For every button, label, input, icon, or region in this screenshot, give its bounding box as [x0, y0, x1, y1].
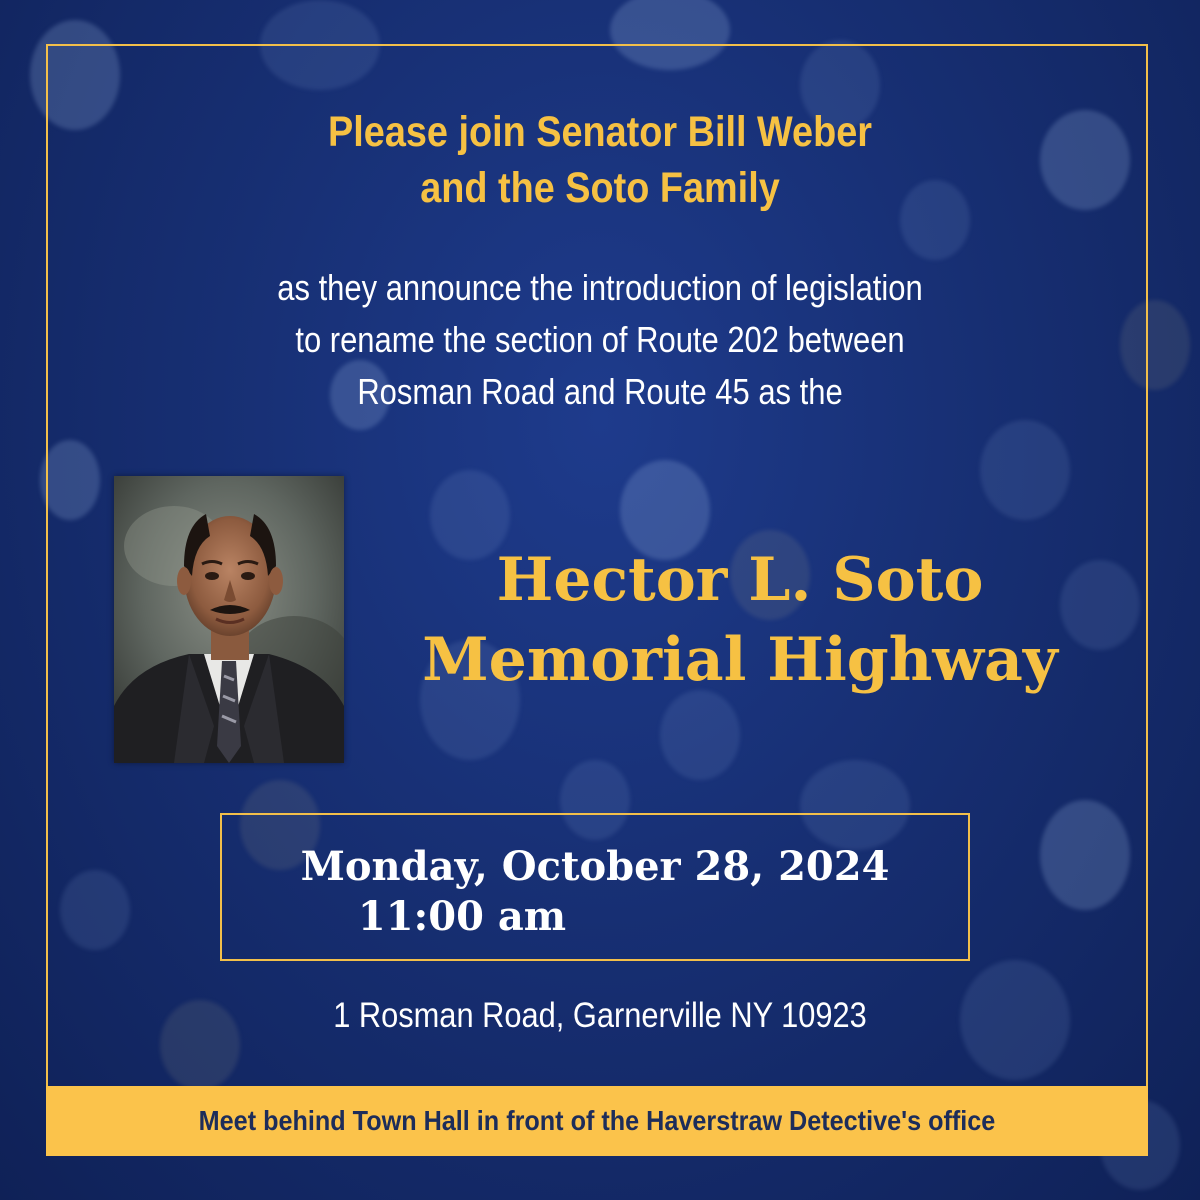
announcement-text — [84, 262, 1116, 418]
date-time-box — [220, 813, 970, 961]
event-date: Monday, October 28, 2024 — [300, 843, 890, 890]
honoree-line-2: Memorial Highway — [422, 625, 1058, 695]
honoree-line-1: Hector L. Soto — [496, 545, 984, 615]
intro-line-1: as they announce the introduction of legislation — [277, 267, 923, 308]
highway-name-title — [360, 540, 1120, 700]
intro-line-3: Rosman Road and Route 45 as the — [357, 371, 843, 412]
headline-line-1: Please join Senator Bill Weber — [328, 108, 872, 156]
intro-line-2: to rename the section of Route 202 between — [295, 319, 905, 360]
meeting-note-bar — [46, 1086, 1148, 1156]
headline-line-2: and the Soto Family — [420, 164, 780, 212]
event-address: 1 Rosman Road, Garnerville NY 10923 — [333, 996, 867, 1035]
meeting-note-text: Meet behind Town Hall in front of the Haverstraw Detective's office — [198, 1105, 996, 1136]
portrait-photo — [114, 476, 344, 763]
event-time: 11:00 am — [357, 893, 567, 940]
invitation-headline — [72, 104, 1128, 216]
